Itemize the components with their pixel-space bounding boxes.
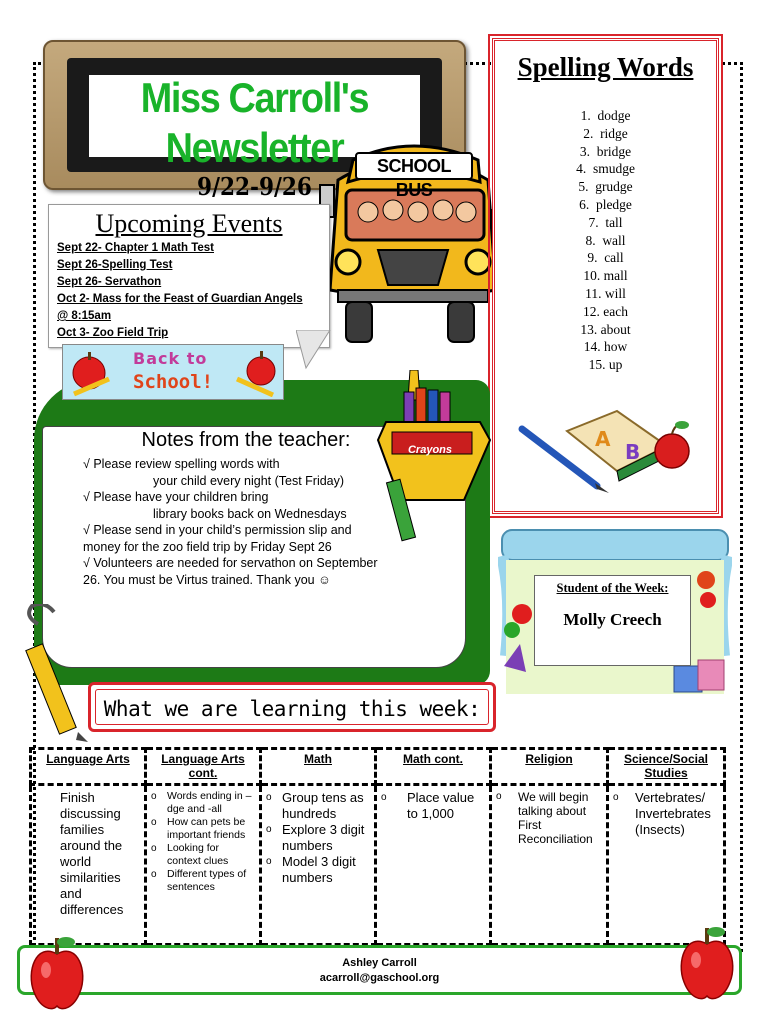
svg-text:A: A xyxy=(595,427,611,451)
footer-email: acarroll@gaschool.org xyxy=(319,972,440,984)
notes-title: Notes from the teacher: xyxy=(141,429,351,451)
column-header: Religion xyxy=(491,749,608,785)
event-item: Oct 2- Mass for the Feast of Guardian Angels xyxy=(57,293,303,305)
upcoming-events-note xyxy=(48,204,330,348)
spelling-word: 12. each xyxy=(583,303,628,319)
events-title: Upcoming Events xyxy=(95,209,283,238)
learning-banner xyxy=(88,682,496,732)
table-cell xyxy=(608,785,725,945)
table-cell xyxy=(31,785,146,945)
spelling-word: 10. mall xyxy=(583,268,628,284)
list-item: o We will begin talking about First Reconciliation xyxy=(496,790,602,846)
bus-sign: SCHOOL BUS xyxy=(355,152,473,180)
footer-name: Ashley Carroll xyxy=(342,957,417,969)
table-row xyxy=(31,785,725,945)
svg-text:B: B xyxy=(625,440,641,464)
note-line: library books back on Wednesdays xyxy=(153,506,347,521)
pencil-icon xyxy=(18,604,98,744)
column-header: Science/Social Studies xyxy=(608,749,725,785)
event-item: Oct 3- Zoo Field Trip xyxy=(57,327,169,339)
list-item: o Place value to 1,000 xyxy=(381,790,485,822)
list-item: o Different types of sentences xyxy=(151,868,255,894)
table-cell xyxy=(261,785,376,945)
table-cell xyxy=(146,785,261,945)
back-to-school-line2: School! xyxy=(133,371,214,393)
list-item: o How can pets be important friends xyxy=(151,816,255,842)
spelling-word: 3. bridge xyxy=(579,143,632,159)
cell-list xyxy=(151,790,255,894)
spelling-list xyxy=(495,107,716,374)
learning-banner-inner xyxy=(95,689,489,725)
cell-list xyxy=(266,790,370,886)
spelling-title: Spelling Words xyxy=(517,52,694,82)
event-item: @ 8:15am xyxy=(57,310,112,322)
spelling-word: 15. up xyxy=(588,357,623,373)
events-list xyxy=(49,240,329,342)
cell-list xyxy=(496,790,602,846)
note-line: √ Please send in your child’s permission slip and xyxy=(83,523,352,537)
apple-icon xyxy=(235,349,279,397)
spelling-word: 13. about xyxy=(580,321,631,337)
spelling-words-box xyxy=(492,38,719,514)
back-to-school-sign xyxy=(62,344,284,400)
note-line: your child every night (Test Friday) xyxy=(153,473,345,488)
curriculum-table xyxy=(29,747,726,946)
note-line: √ Please have your children bring xyxy=(83,490,269,504)
event-item: Sept 22- Chapter 1 Math Test xyxy=(57,242,214,254)
spelling-word: 5. grudge xyxy=(578,179,633,195)
column-header: Math xyxy=(261,749,376,785)
student-of-week-card xyxy=(534,575,691,666)
note-line: money for the zoo field trip by Friday Sept 26 xyxy=(83,539,332,554)
spelling-word: 6. pledge xyxy=(579,196,632,212)
table-cell xyxy=(491,785,608,945)
back-to-school-line1: Back to xyxy=(133,349,208,368)
newsletter-title: Miss Carroll's Newsletter xyxy=(140,74,369,171)
crayons-label: Crayons xyxy=(407,444,453,456)
list-item: o Vertebrates/ Invertebrates (Insects) xyxy=(613,790,719,838)
note-line: 26. You must be Virtus trained. Thank you ☺ xyxy=(83,572,331,587)
apple-icon xyxy=(26,932,88,1014)
newsletter-dates: 9/22-9/26 xyxy=(197,172,312,201)
apple-icon xyxy=(69,349,113,397)
spelling-word: 4. smudge xyxy=(576,161,635,177)
list-item: o Looking for context clues xyxy=(151,842,255,868)
apple-icon xyxy=(676,922,738,1004)
footer xyxy=(17,945,742,995)
spelling-word: 14. how xyxy=(583,339,628,355)
spelling-word: 11. will xyxy=(585,285,626,301)
list-item: o Words ending in –dge and -all xyxy=(151,790,255,816)
table-header-row xyxy=(31,749,725,785)
column-header: Math cont. xyxy=(376,749,491,785)
abc-book-icon xyxy=(517,401,697,496)
event-item: Sept 26-Spelling Test xyxy=(57,259,173,271)
student-of-week-name: Molly Creech xyxy=(563,610,662,629)
spelling-word: 8. wall xyxy=(585,232,626,248)
cell-list xyxy=(613,790,719,838)
spelling-word: 9. call xyxy=(587,250,624,266)
page-curl-icon xyxy=(296,330,332,370)
list-item: o Explore 3 digit numbers xyxy=(266,822,370,854)
column-header: Language Arts cont. xyxy=(146,749,261,785)
note-line: √ Please review spelling words with xyxy=(83,457,280,471)
student-of-week-label: Student of the Week: xyxy=(556,581,669,595)
note-line: √ Volunteers are needed for servathon on September xyxy=(83,556,378,570)
column-header: Language Arts xyxy=(31,749,146,785)
event-item: Sept 26- Servathon xyxy=(57,276,162,288)
cell-list xyxy=(381,790,485,822)
cell-text: Finish discussing families around the world similarities and differences xyxy=(60,790,124,917)
list-item: o Model 3 digit numbers xyxy=(266,854,370,886)
list-item: o Group tens as hundreds xyxy=(266,790,370,822)
spelling-word: 7. tall xyxy=(588,214,623,230)
learning-title: What we are learning this week: xyxy=(103,697,481,721)
spelling-word: 2. ridge xyxy=(583,125,628,141)
table-cell xyxy=(376,785,491,945)
spelling-word: 1. dodge xyxy=(580,108,631,123)
notes-body xyxy=(83,456,433,588)
